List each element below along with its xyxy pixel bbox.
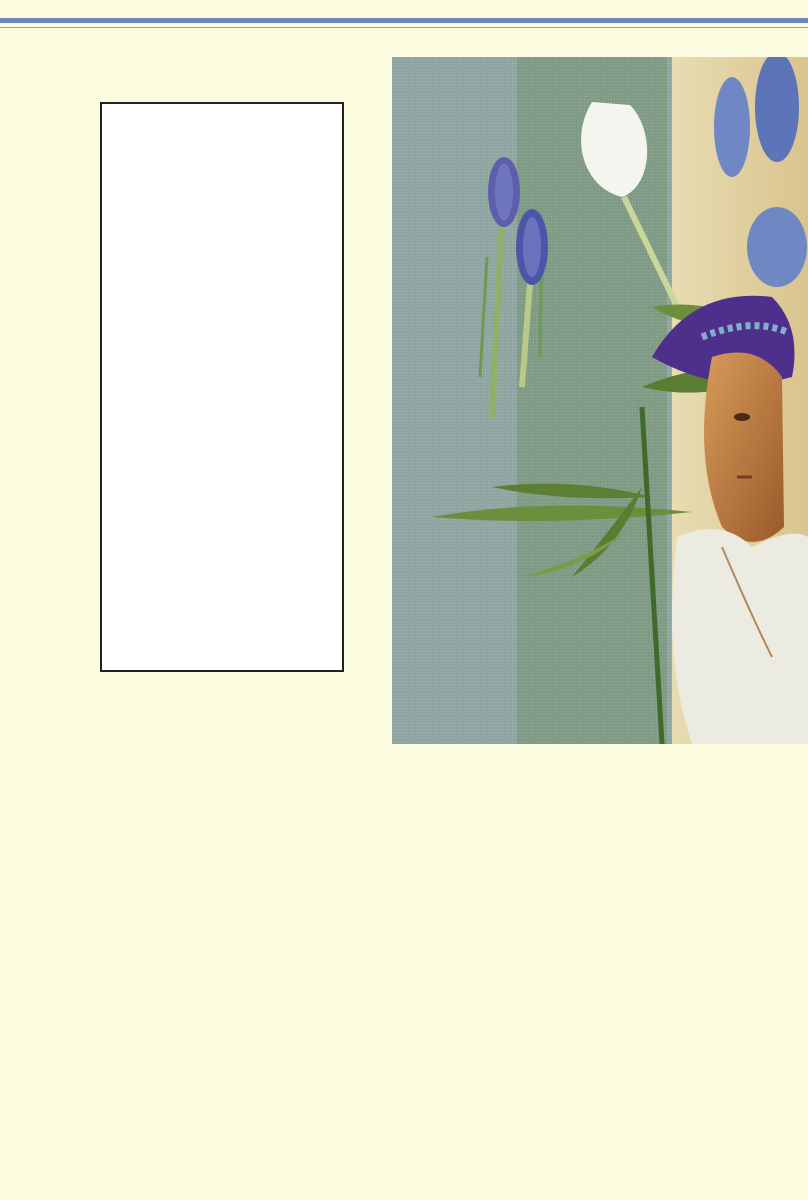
top-rule bbox=[0, 18, 808, 23]
photo-illustration bbox=[392, 57, 808, 744]
top-rule-thin bbox=[0, 27, 808, 28]
embroidery-photo bbox=[392, 57, 808, 744]
cross-stitch-chart bbox=[100, 102, 344, 672]
chart-grid bbox=[102, 104, 342, 670]
